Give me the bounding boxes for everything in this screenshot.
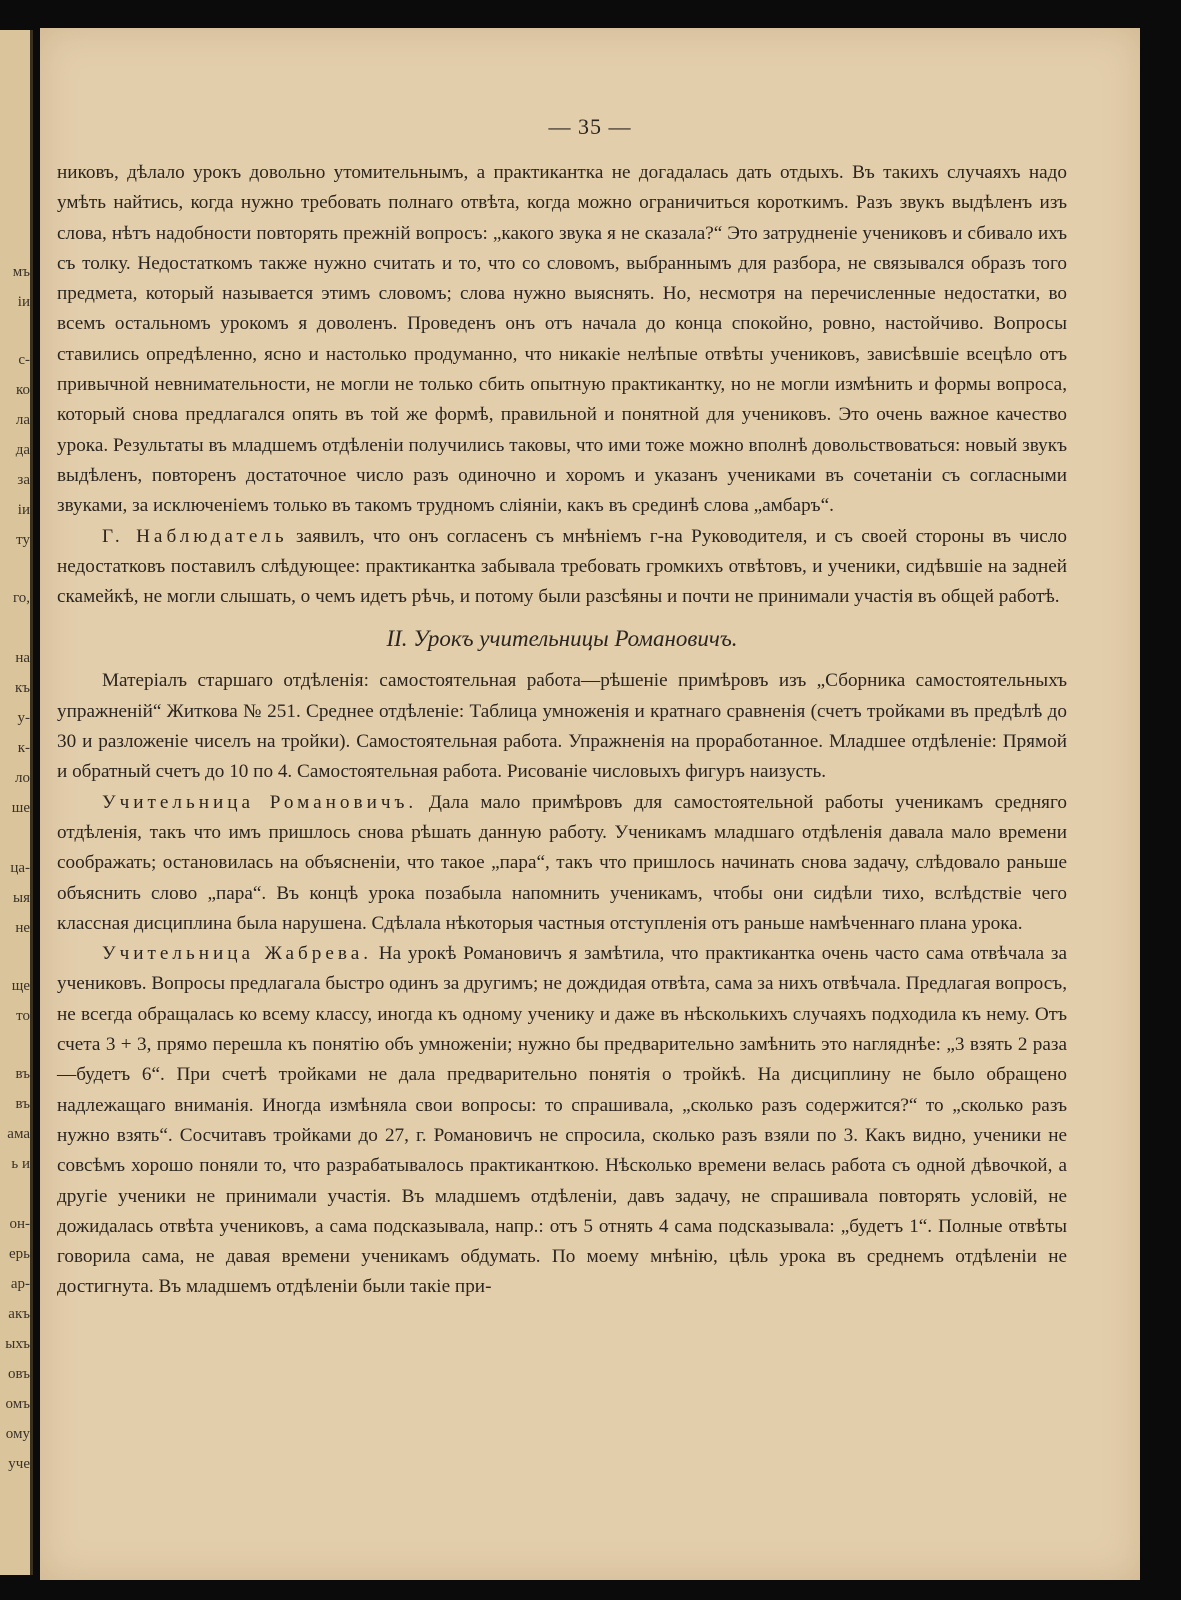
- adjacent-page-fragment: он-: [9, 1216, 30, 1232]
- speaker-label: Учительница Романовичъ.: [102, 791, 418, 813]
- adjacent-page-fragment: не: [15, 920, 30, 936]
- adjacent-page-fragment: ще: [11, 978, 30, 994]
- adjacent-page-fragment: къ: [14, 680, 30, 696]
- adjacent-page-fragment: к-: [17, 740, 30, 756]
- paragraph-romanovich: [57, 788, 1067, 939]
- paragraph-body: На урокѣ Романовичъ я замѣтила, что практикантка очень часто сама отвѣчала за учениковъ. Вопросы предлагала быстро одинъ за другимъ; не дождидая отвѣта, сама за нихъ отвѣчала. Предлагая вопросъ, не всегда обращалась ко всему классу, иногда къ одному ученику и даже въ нѣсколькихъ случаяхъ подходила къ нему. Отъ счета 3 + 3, прямо перешла къ понятію объ умноженіи; нужно бы предварительно замѣнить это нагляднѣе: „3 взять 2 раза—будетъ 6“. При счетѣ тройками не дала предварительно понятія о тройкѣ. На дисциплину не было обращено надлежащаго вниманія. Иногда измѣняла свои вопросы: то спрашивала, „сколько разъ содержится?“ то „сколько разъ нужно взять“. Сосчитавъ тройками до 27, г. Романовичъ не спросила, сколько разъ взяли по 3. Какъ видно, ученики не совсѣмъ хорошо поняли то, что разрабатывалось практиканткою. Нѣсколько времени велась работа съ одной дѣвочкой, а другіе ученики не принимали участія. Въ младшемъ отдѣленіи, давъ задачу, не спрашивала повторять условій, не дожидалась отвѣта учениковъ, а сама подсказывала, напр.: отъ 5 отнять 4 сама подсказывала: „будетъ 1“. Полные отвѣты говорила сама, не давая времени ученикамъ обдумать. По моему мнѣнію, цѣль урока въ среднемъ отдѣленіи не достигнута. Въ младшемъ отдѣленіи были такіе при-: [57, 943, 1067, 1298]
- paragraph-zhabreva: [57, 939, 1067, 1303]
- adjacent-page-fragment: iи: [17, 294, 30, 310]
- adjacent-page-fragment: уче: [8, 1456, 30, 1472]
- adjacent-page-fragment: ыя: [13, 890, 30, 906]
- adjacent-page-fragment: ко: [15, 382, 30, 398]
- adjacent-page-fragment: ла: [15, 412, 30, 428]
- adjacent-page-fragment: ше: [11, 800, 30, 816]
- speaker-label: Г. Наблюдатель: [102, 525, 288, 547]
- adjacent-page-fragment: мъ: [12, 264, 30, 280]
- paragraph-continuation: никовъ, дѣлало урокъ довольно утомительнымъ, а практикантка не догадалась дать отдыхъ. Въ такихъ случаяхъ надо умѣть найтись, когда нужно требовать полнаго отвѣта, когда можно ограничиться короткимъ. Разъ звукъ выдѣленъ изъ слова, нѣтъ надобности повторять прежній вопросъ: „какого звука я не сказала?“ Это затрудненіе учениковъ и сбивало ихъ съ толку. Недостаткомъ также нужно считать и то, что со словомъ, выбраннымъ для разбора, не связывался образъ того предмета, который называется этимъ словомъ; слова нужно выяснять. Но, несмотря на перечисленные недостатки, во всемъ остальномъ урокомъ я доволенъ. Проведенъ онъ отъ начала до конца спокойно, ровно, настойчиво. Вопросы ставились опредѣленно, ясно и настолько продуманно, что никакіе нелѣпые отвѣты учениковъ, зависѣвшіе всецѣло отъ привычной невнимательности, не могли не только сбить опытную практикантку, но не могли измѣнить и формы вопроса, который снова предлагался опять въ той же формѣ, правильной и понятной для учениковъ. Это очень важное качество урока. Результаты въ младшемъ отдѣленіи получились таковы, что ими тоже можно вполнѣ довольствоваться: новый звукъ выдѣленъ, повторенъ достаточное число разъ одиночно и хоромъ и указанъ учениками въ сочетаніи съ согласными звуками, за исключеніемъ только въ такомъ трудномъ сліяніи, какъ въ срединѣ слова „амбаръ“.: [57, 162, 1067, 517]
- adjacent-page-fragment: за: [17, 472, 30, 488]
- section-heading: II. Урокъ учительницы Романовичъ.: [386, 626, 738, 652]
- adjacent-page-fragment: ыхъ: [5, 1336, 30, 1352]
- adjacent-page-fragment: iи: [17, 502, 30, 518]
- adjacent-page-fragment: ца-: [10, 860, 30, 876]
- adjacent-page-fragment: ло: [15, 770, 30, 786]
- adjacent-page-fragment: въ: [15, 1066, 30, 1082]
- adjacent-page-fragment: акъ: [8, 1306, 30, 1322]
- adjacent-page-fragment: ерь: [9, 1246, 30, 1262]
- adjacent-page-fragment: ому: [5, 1426, 30, 1442]
- adjacent-page-fragment: го,: [12, 590, 30, 606]
- adjacent-page-fragment: с-: [18, 352, 30, 368]
- paragraph-material: Матеріалъ старшаго отдѣленія: самостоятельная работа—рѣшеніе примѣровъ изъ „Сборника самостоятельныхъ упражненій“ Житкова № 251. Среднее отдѣленіе: Таблица умноженія и кратнаго сравненія (счетъ тройками въ предѣлѣ до 30 и разложеніе чиселъ на тройки). Самостоятельная работа. Упражненія на проработанное. Младшее отдѣленіе: Прямой и обратный счетъ до 10 по 4. Самостоятельная работа. Рисованіе числовыхъ фигуръ наизусть.: [57, 670, 1067, 783]
- adjacent-page-fragment: ар-: [10, 1276, 30, 1292]
- paragraph-body: Дала мало примѣровъ для самостоятельной работы ученикамъ средняго отдѣленія, такъ что имъ пришлось снова рѣшать данную работу. Ученикамъ младшаго отдѣленія давала мало времени соображать; остановилась на объясненіи, что такое „пара“, такъ что пришлось начинать снова задачу, слѣдовало раньше объяснить слово „пара“. Въ концѣ урока позабыла напомнить ученикамъ, чтобы они сидѣли тихо, вслѣдствіе чего классная дисциплина была нарушена. Сдѣлала нѣкоторыя частныя отступленія отъ раньше намѣченнаго плана урока.: [57, 791, 1067, 934]
- adjacent-page-fragment: то: [16, 1008, 30, 1024]
- adjacent-page-fragment: ту: [16, 532, 30, 548]
- book-page: [40, 28, 1140, 1580]
- page-number: — 35 —: [548, 114, 632, 139]
- speaker-label: Учительница Жабрева.: [102, 943, 373, 965]
- adjacent-page-fragment: у-: [17, 710, 30, 726]
- adjacent-page-fragment: на: [15, 650, 30, 666]
- adjacent-page-fragment: да: [15, 442, 30, 458]
- paragraph-observer: [57, 522, 1067, 613]
- adjacent-page-fragment: ама: [7, 1126, 30, 1142]
- adjacent-page-edge: [0, 30, 33, 1575]
- adjacent-page-fragment: омъ: [5, 1396, 30, 1412]
- body-text: [57, 158, 1067, 1303]
- adjacent-page-fragment: овъ: [8, 1366, 30, 1382]
- adjacent-page-fragment: въ: [15, 1096, 30, 1112]
- paragraph-body: заявилъ, что онъ согласенъ съ мнѣніемъ г-на Руководителя, и съ своей стороны въ число недостатковъ поставилъ слѣдующее: практикантка забывала требовать громкихъ отвѣтовъ, и ученики, сидѣвшіе на задней скамейкѣ, не могли слышать, о чемъ идетъ рѣчь, и потому были разсѣяны и почти не принимали участія въ общей работѣ.: [57, 525, 1067, 608]
- adjacent-page-fragment: ь и: [11, 1156, 30, 1172]
